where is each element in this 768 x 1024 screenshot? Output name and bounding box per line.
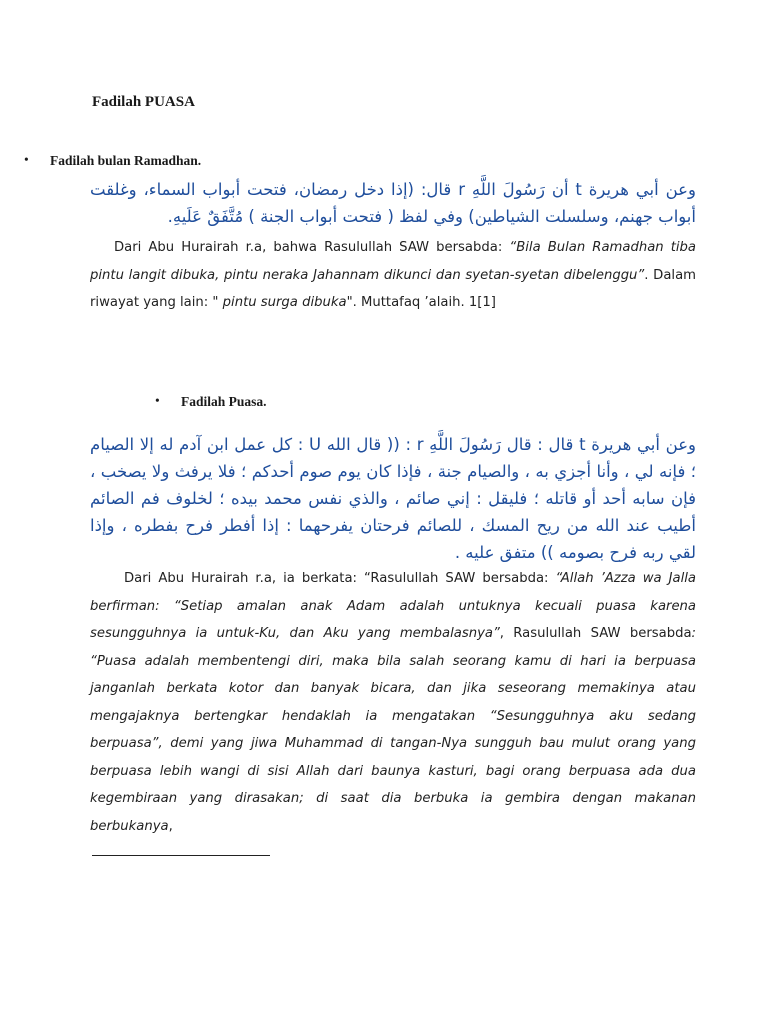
translation-text: , (168, 818, 173, 834)
translation-quote: “Bila Bulan Ramadhan tiba pintu langit dibuka, pintu neraka Jahannam dikunci dan syetan-syetan dibelenggu” (90, 240, 696, 283)
translation-ramadhan (90, 234, 696, 317)
translation-puasa (90, 565, 696, 840)
section-heading-text: Fadilah Puasa. (181, 394, 267, 409)
translation-text: ". Muttafaq ’alaih. 1[1] (346, 295, 496, 310)
section-heading-ramadhan (24, 152, 202, 169)
translation-text: . Dalam riwayat yang lain: " (90, 267, 696, 310)
page-title: Fadilah PUASA (92, 94, 195, 110)
section-heading-puasa (155, 393, 267, 410)
section-heading-text: Fadilah bulan Ramadhan. (50, 153, 202, 168)
translation-quote: “Allah ’Azza wa Jalla berfirman: “Setiap amalan anak Adam adalah untuknya kecuali puasa karena sesungguhnya ia untuk-Ku, dan Aku yang membalasnya” (90, 571, 697, 641)
translation-quote: pintu surga dibuka (222, 295, 347, 310)
translation-text: Dari Abu Hurairah r.a, ia berkata: “Rasulullah SAW bersabda: (124, 571, 556, 586)
bullet-marker: • (24, 152, 29, 167)
arabic-hadith-puasa: وعن أبي هريرة t قال : قال رَسُولَ اللَّهِ r : (( قال الله U : كل عمل ابن آدم له إلا الصيام ؛ فإنه لي ، وأنا أجزي به ، والصيام جنة ، فإذا كان يوم صوم أحدكم ؛ فلا يرفث ولا يصخب ، فإن سابه أحد أو قاتله ؛ فليقل : إني صائم ، والذي نفس محمد بيده ؛ لخلوف فم الصائم أطيب عند الله من ريح المسك ، للصائم فرحتان يفرحهما : إذا أفطر فرح بفطره ، وإذا لقي ربه فرح بصومه )) متفق عليه . (90, 435, 697, 562)
bullet-marker: • (155, 393, 160, 408)
translation-quote: : “Puasa adalah membentengi diri, maka bila salah seorang kamu di hari ia berpuasa janganlah berkata kotor dan banyak bicara, dan jika seseorang memakinya atau mengajaknya bertengkar hendaklah ia mengatakan “Sesungguhnya aku sedang berpuasa”, demi yang jiwa Muhammad di tangan-Nya sungguh bau mulut orang yang berpuasa lebih wangi di sisi Allah dari baunya kasturi, bagi orang berpuasa ada dua kegembiraan yang dirasakan; di saat dia berbuka ia gembira dengan makanan berbukanya (90, 626, 696, 834)
translation-text: , Rasulullah SAW bersabda (499, 626, 692, 641)
translation-text: Dari Abu Hurairah r.a, bahwa Rasulullah SAW bersabda: (114, 240, 510, 255)
arabic-hadith-ramadhan: وعن أبي هريرة t أن رَسُولَ اللَّهِ r قال: (إذا دخل رمضان، فتحت أبواب السماء، وغلقت أبواب جهنم، وسلسلت الشياطين) وفي لفظ ( فتحت أبواب الجنة ) مُتَّفَقٌ عَلَيهِ. (90, 180, 696, 226)
footnote-separator (92, 855, 270, 856)
